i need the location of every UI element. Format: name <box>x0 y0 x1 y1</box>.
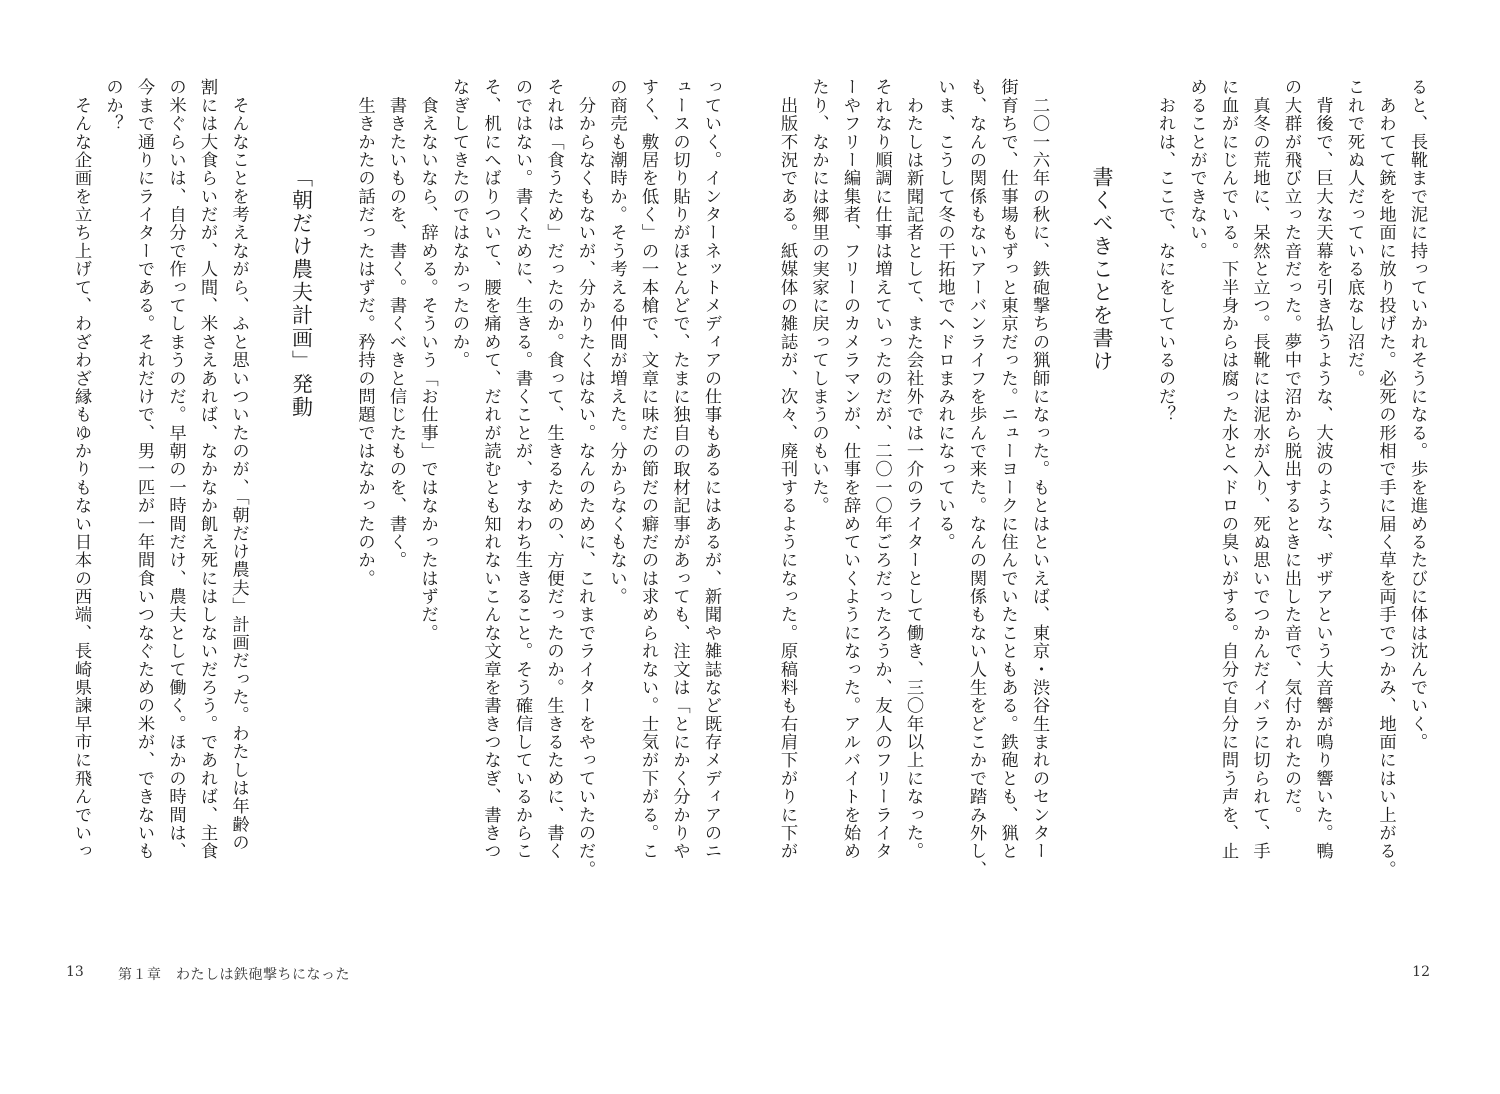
page-number: 13 <box>66 964 84 980</box>
body-line: わたしは新聞記者として、また会社外では一介のライターとして働き、三〇年以上になった。 <box>903 78 923 861</box>
body-line: たり、なかには郷里の実家に戻ってしまうのもいた。 <box>808 78 829 515</box>
body-line: 背後で、巨大な天幕を引き払うような、大波のような、ザザアという大音響が鳴り響いた。鴨 <box>1312 78 1333 861</box>
body-line: いま、こうして冬の干拓地でヘドロまみれになっている。 <box>934 78 955 551</box>
body-line: あわてて銃を地面に放り投げた。必死の形相で手に届く草を両手でつかみ、地面にはい上がる。 <box>1375 78 1396 879</box>
section-heading: 書くべきことを書け <box>1090 166 1114 374</box>
body-line: すく、敷居を低く」の一本槍で、文章に味だの節だの癖だのは求められない。士気が下がる。こ <box>638 78 658 861</box>
body-line: 真冬の荒地に、呆然と立つ。長靴には泥水が入り、死ぬ思いでつかんだイバラに切られて、手 <box>1249 78 1270 861</box>
body-line: そんな企画を立ち上げて、わざわざ縁もゆかりもない日本の西端、長崎県諫早市に飛んでいっ <box>71 78 91 861</box>
body-line: そんなことを考えながら、ふと思いついたのが、「朝だけ農夫」計画だった。わたしは年齢の <box>228 78 249 852</box>
body-line: のか？ <box>102 78 123 133</box>
body-line: ると、長靴まで泥に持っていかれそうになる。歩を進めるたびに体は沈んでいく。 <box>1407 78 1427 752</box>
body-line: それなり順調に仕事は増えていったのだが、二〇一〇年ごろだったろうか、友人のフリーライタ <box>871 78 892 861</box>
body-line: の大群が飛び立った音だった。夢中で沼から脱出するときに出した音で、気付かれたのだ。 <box>1281 78 1301 824</box>
body-line: 食えないなら、辞める。そういう「お仕事」ではなかったはずだ。 <box>417 78 438 642</box>
body-line: 街育ちで、仕事場もずっと東京だった。ニューヨークに住んでいたこともある。鉄砲とも、猟と <box>997 78 1018 861</box>
body-line: おれは、ここで、なにをしているのだ？ <box>1155 78 1175 424</box>
right-page <box>750 0 1500 1094</box>
body-line: ーやフリー編集者、フリーのカメラマンが、仕事を辞めていくようになった。アルバイトを始め <box>840 78 860 861</box>
body-line: も、なんの関係もないアーバンライフを歩んで来た。なんの関係もない人生をどこかで踏み外し、 <box>966 78 986 879</box>
blank-line <box>1054 78 1086 918</box>
blank-line <box>1117 78 1149 918</box>
blank-line <box>317 78 349 918</box>
body-line: そ、机にへばりついて、腰を痛めて、だれが読むとも知れないこんな文章を書きつなぎ、書きつ <box>480 78 501 861</box>
body-line: 書きたいものを、書く。書くべきと信じたものを、書く。 <box>386 78 406 570</box>
body-line: それは「食うため」だったのか。食って、生きるための、方便だったのか。生きるために、書く <box>543 78 564 861</box>
body-line: 今まで通りにライターである。それだけで、男一匹が一年間食いつなぐための米が、できないも <box>134 78 154 861</box>
body-line: のではない。書くために、生きる。書くことが、すなわち生きること。そう確信しているからこ <box>512 78 532 861</box>
body-line: 割には大食らいだが、人間、米さえあれば、なかなか飢え死にはしないだろう。であれば、主食 <box>197 78 217 861</box>
body-line: 分からなくもないが、分かりたくはない。なんのために、これまでライターをやっていたのだ。 <box>575 78 595 879</box>
left-page-body <box>65 78 727 918</box>
body-line: 生きかたの話だったはずだ。矜持の問題ではなかったのか。 <box>354 78 375 588</box>
section-heading: 「朝だけ農夫計画」発動 <box>289 166 314 420</box>
body-line: なぎしてきたのではなかったのか。 <box>449 78 469 370</box>
body-line: の商売も潮時か。そう考える仲間が増えた。分からなくもない。 <box>606 78 627 606</box>
body-line: めることができない。 <box>1186 78 1207 260</box>
body-line: ュースの切り貼りがほとんどで、たまに独自の取材記事があっても、注文は「とにかく分かりや <box>669 78 690 861</box>
body-line: に血がにじんでいる。下半身からは腐った水とヘドロの臭いがする。自分で自分に問う声を、止 <box>1218 78 1238 861</box>
body-line: 二〇一六年の秋に、鉄砲撃ちの猟師になった。もとはといえば、東京・渋谷生まれのセンター <box>1029 78 1049 861</box>
right-page-body <box>771 78 1433 918</box>
page-number: 12 <box>1412 964 1430 980</box>
body-line: っていく。インターネットメディアの仕事もあるにはあるが、新聞や雑誌など既存メディアのニ <box>701 78 721 861</box>
body-line: これで死ぬ人だっている底なし沼だ。 <box>1344 78 1364 388</box>
body-line: 出版不況である。紙媒体の雑誌が、次々、廃刊するようになった。原稿料も右肩下がりに下が <box>777 78 797 861</box>
running-head: 第１章 わたしは鉄砲撃ちになった <box>118 967 350 983</box>
blank-line <box>254 78 286 918</box>
body-line: の米ぐらいは、自分で作ってしまうのだ。早朝の一時間だけ、農夫として働く。ほかの時間は、 <box>165 78 186 861</box>
